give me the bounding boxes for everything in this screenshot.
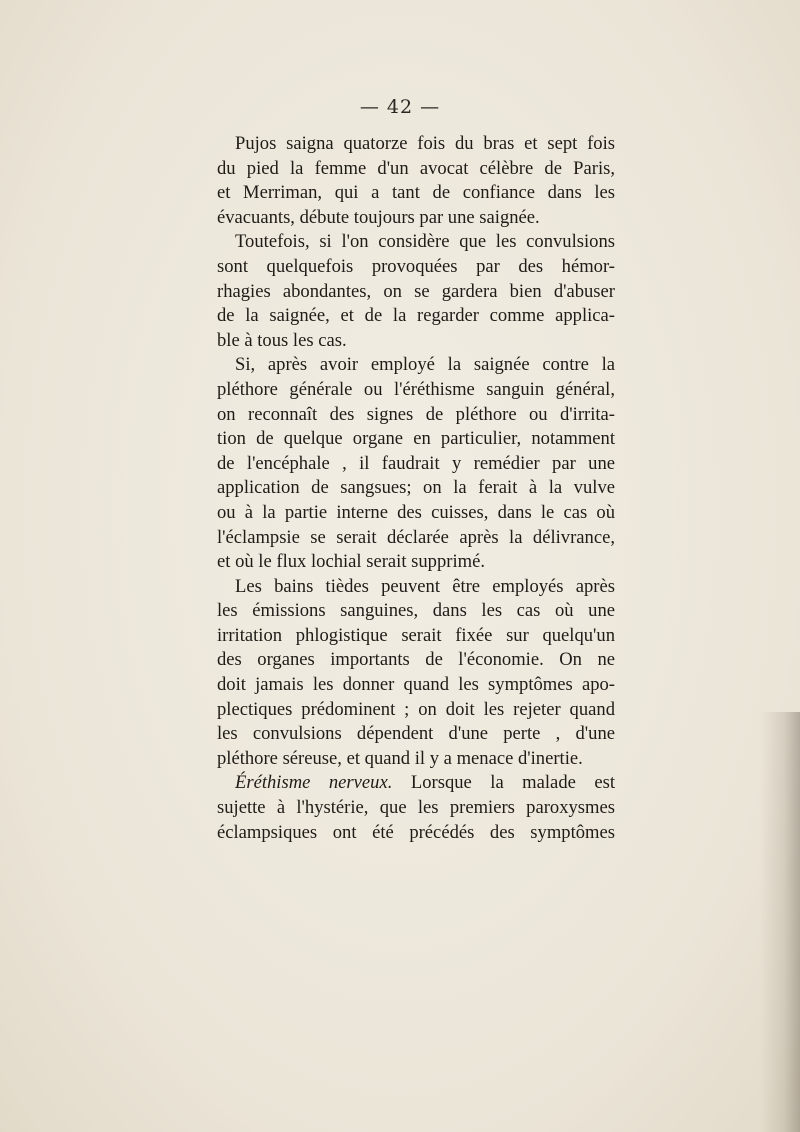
text-line: les convulsions dépendent d'une perte , d'une bbox=[217, 723, 615, 745]
text-line: les émissions sanguines, dans les cas où une bbox=[217, 600, 615, 622]
text-fragment: Lorsque la malade est bbox=[392, 772, 616, 794]
text-line: application de sangsues; on la ferait à la vulve bbox=[217, 477, 615, 499]
page-edge-stain bbox=[760, 712, 800, 1132]
text-line: des organes importants de l'économie. On ne bbox=[217, 649, 615, 671]
text-line: pléthore générale ou l'éréthisme sanguin général, bbox=[217, 378, 615, 400]
text-line: évacuants, débute toujours par une saignée. bbox=[217, 206, 540, 228]
text-line: l'éclampsie se serait déclarée après la délivrance, bbox=[217, 526, 615, 548]
text-line: Toutefois, si l'on considère que les convulsions bbox=[235, 231, 615, 253]
text-line: du pied la femme d'un avocat célèbre de Paris, bbox=[217, 157, 615, 179]
text-line: ble à tous les cas. bbox=[217, 329, 347, 351]
text-line: irritation phlogistique serait fixée sur quelqu'un bbox=[217, 624, 615, 646]
section-heading-italic: Éréthisme nerveux. bbox=[235, 772, 393, 794]
text-line: Si, après avoir employé la saignée contre la bbox=[235, 354, 615, 376]
text-line: pléthore séreuse, et quand il y a menace d'inertie. bbox=[217, 747, 583, 769]
page-number: — 42 — bbox=[359, 96, 441, 118]
text-line: éclampsiques ont été précédés des symptômes bbox=[217, 821, 615, 843]
text-line: doit jamais les donner quand les symptômes apo- bbox=[217, 674, 615, 696]
text-line: de la saignée, et de la regarder comme applica- bbox=[217, 305, 615, 327]
text-line: et Merriman, qui a tant de confiance dans les bbox=[217, 182, 615, 204]
text-line: rhagies abondantes, on se gardera bien d'abuser bbox=[217, 280, 615, 302]
text-line: sont quelquefois provoquées par des hémor- bbox=[217, 255, 615, 277]
text-line: et où le flux lochial serait supprimé. bbox=[217, 551, 485, 573]
text-line: Les bains tièdes peuvent être employés après bbox=[235, 575, 615, 597]
text-line: on reconnaît des signes de pléthore ou d'irrita- bbox=[217, 403, 615, 425]
text-line: ou à la partie interne des cuisses, dans le cas où bbox=[217, 501, 615, 523]
text-line: de l'encéphale , il faudrait y remédier par une bbox=[217, 452, 615, 474]
body-text bbox=[217, 132, 615, 845]
text-line: tion de quelque organe en particulier, notamment bbox=[217, 428, 615, 450]
text-line bbox=[217, 771, 615, 796]
text-line: Pujos saigna quatorze fois du bras et sept fois bbox=[235, 133, 615, 154]
text-line: sujette à l'hystérie, que les premiers paroxysmes bbox=[217, 797, 615, 819]
text-line: plectiques prédominent ; on doit les rejeter quand bbox=[217, 698, 615, 720]
